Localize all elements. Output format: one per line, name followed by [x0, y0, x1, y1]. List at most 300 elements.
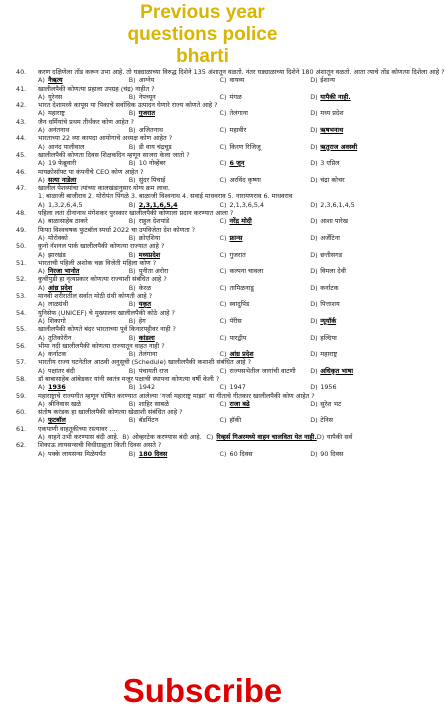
option-letter: D): [310, 159, 318, 168]
option: [129, 383, 220, 391]
question-text: कुचीपुडी हा नृत्यप्रकार कोणत्या राज्याशी संबंधित आहे ?: [38, 275, 167, 284]
answer-option-text: रिव्हर्स गिअरमध्ये वाहन चालविता येत नाही.: [216, 433, 317, 442]
answer-option-text: राजा बढे: [229, 399, 250, 408]
option-text: मोरोक्को: [48, 233, 68, 242]
option-text: श्रीनिवास खळे: [48, 399, 82, 408]
option-text: लाळग्रंथी: [48, 300, 69, 309]
question-number: 43.: [16, 117, 27, 126]
option-text: शिकागो: [48, 316, 66, 325]
option: [129, 450, 220, 458]
question-text: खालील पेशव्यांचा त्यांच्या कालखंडानुसार योग्य क्रम लावा.: [38, 184, 170, 193]
options-row: [38, 76, 401, 84]
option-text: 3 एप्रिल: [320, 159, 340, 168]
option-text: चंद्रा कोचर: [320, 175, 345, 184]
option: [220, 284, 311, 292]
option-letter: A): [38, 399, 45, 408]
option: [220, 201, 311, 209]
option: [129, 267, 220, 275]
option-text: पंचायती राज: [138, 366, 169, 375]
option-letter: C): [219, 233, 227, 242]
question-number: 46.: [16, 167, 27, 176]
question-item: [0, 408, 405, 425]
option-text: 10 नोव्हेंबर: [138, 159, 166, 168]
question-number: 57.: [16, 358, 27, 367]
option-letter: C): [219, 200, 227, 209]
question-number: 42.: [16, 101, 27, 110]
option: [220, 251, 311, 259]
question-number: 52.: [16, 275, 27, 284]
option-text: 1947: [229, 383, 246, 392]
option-letter: B): [128, 159, 136, 168]
option: [38, 143, 129, 151]
option: [310, 416, 401, 424]
option: [220, 267, 311, 275]
question-item: [0, 118, 405, 135]
option: [220, 143, 311, 151]
option: [129, 234, 220, 242]
options-row: [38, 143, 401, 151]
option-letter: C): [219, 217, 227, 226]
title-line-2: questions police: [127, 24, 278, 45]
option-letter: C): [219, 283, 227, 292]
option-text: अरविंद कृष्णा: [229, 175, 261, 184]
option-text: मध्य प्रदेश: [320, 109, 344, 118]
option: [310, 109, 401, 117]
option-letter: A): [38, 267, 45, 276]
option-letter: A): [38, 159, 45, 168]
option-text: 60 दिवस: [229, 449, 253, 458]
option-text: राज्यसभेतील जागांची वाटणी: [229, 366, 296, 375]
option: [38, 350, 129, 358]
question-text: पहिला लता दीनानाथ मंगेशकर पुरस्कार खालीलपैकी कोणाला प्रदान करण्यात आला ?: [38, 209, 234, 218]
option: [310, 217, 401, 225]
option-text: महावीर: [229, 126, 247, 135]
option: [129, 284, 220, 292]
question-number: 45.: [16, 150, 27, 159]
option-text: बाळासाहेब ठाकरे: [48, 217, 88, 226]
option-letter: A): [38, 350, 45, 359]
option-letter: D): [310, 267, 318, 276]
option-text: तेलंगाना: [138, 350, 158, 359]
question-text: भीमा नदी खालीलपैकी कोणत्या राज्यातून वाहत नाही ?: [38, 341, 165, 350]
question-number: 41.: [16, 84, 27, 93]
option-letter: B): [128, 283, 136, 292]
option-text: कल्पना चावला: [229, 267, 264, 276]
option-letter: A): [38, 416, 45, 425]
option: [38, 217, 129, 225]
answer-option-text: नैऋत्य: [48, 76, 63, 85]
option-letter: D): [316, 433, 325, 442]
option-letter: D): [310, 109, 318, 118]
option-text: महाराष्ट्र: [48, 109, 65, 118]
option-letter: D): [310, 76, 318, 85]
option: [310, 317, 401, 325]
question-item: [0, 226, 405, 243]
question-text: डॉ बाबासाहेब आंबेडकर यांनी स्वतंत्र मजूर पक्षाची स्थापना कोणत्या वर्षी केली ?: [38, 374, 220, 383]
option: [38, 93, 129, 101]
option-letter: B): [128, 233, 136, 242]
option-text: ईशान्य: [320, 76, 335, 85]
option: [38, 433, 122, 441]
option-letter: C): [219, 300, 227, 309]
option-letter: C): [219, 350, 227, 359]
option-letter: A): [38, 142, 45, 151]
option-letter: C): [219, 126, 227, 135]
title-line-3: bharti: [176, 46, 229, 67]
option-letter: B): [128, 126, 136, 135]
question-text: 1. बाळाजी बाजीराव 2. मोरोपंत पिंगळे 3. बाळाजी विश्वनाथ 4. सवाई माधवराव 5. नारायणराव 6. माधवराव: [38, 192, 293, 201]
answer-option-text: मध्यप्रदेश: [138, 250, 161, 259]
option-text: अर्जेंटिना: [320, 233, 340, 242]
option: [310, 76, 401, 84]
option: [310, 126, 401, 134]
option-text: 1956: [320, 383, 337, 392]
option: [310, 159, 401, 167]
option-letter: A): [38, 109, 45, 118]
subscribe-banner[interactable]: Subscribe: [122, 672, 283, 709]
question-item: [0, 184, 405, 192]
option: [310, 367, 401, 375]
option-letter: A): [38, 200, 45, 209]
option: [38, 126, 129, 134]
option-text: मंगळ: [229, 92, 242, 101]
option-letter: A): [38, 126, 45, 135]
option-letter: B): [128, 200, 136, 209]
option: [310, 251, 401, 259]
option-letter: B): [128, 267, 136, 276]
option-letter: D): [310, 126, 318, 135]
question-text: कुनो नॅशनल पार्क खालीलपैकी कोणत्या राज्यात आहे ?: [38, 242, 165, 251]
option: [38, 383, 129, 391]
question-item: [0, 441, 405, 458]
question-item: [0, 134, 405, 151]
option-text: सुंदर पिचाई: [138, 175, 166, 184]
option: [38, 284, 129, 292]
question-item: [0, 358, 405, 375]
option-letter: B): [128, 109, 136, 118]
question-text: करण दक्षिणेला तोंड करून उभा आहे. तो घड्याळाच्या विरुद्ध दिशेने 135 अंशातून वळतो. नंतर घड्याळाच्या दिशेने 180 अंशातून वळतो. आता त्याचे तोंड कोणत्या दिशेला आहे ?: [38, 68, 445, 76]
option-letter: D): [310, 233, 318, 242]
answer-option-text: ऋषभनाथ: [320, 126, 344, 135]
option-letter: B): [128, 300, 136, 309]
question-number: 48.: [16, 209, 27, 218]
option-letter: A): [38, 92, 45, 101]
option-letter: B): [128, 350, 136, 359]
options-row: [38, 93, 401, 101]
option: [220, 334, 311, 342]
answer-option-text: फ्रान्स: [229, 233, 243, 242]
answer-option-text: फुटबॉल: [48, 416, 66, 425]
option-text: केरळ: [138, 283, 152, 292]
option: [220, 234, 311, 242]
question-item: [0, 168, 405, 185]
option: [310, 93, 401, 101]
option-letter: A): [38, 175, 45, 184]
option-text: कर्नाटक: [48, 350, 67, 359]
question-item: [0, 192, 405, 209]
answer-option-text: 180 दिवस: [138, 449, 168, 458]
option: [38, 367, 129, 375]
option: [38, 109, 129, 117]
option-letter: A): [38, 433, 45, 442]
option-text: यापैकी सर्व: [326, 433, 353, 442]
question-item: [0, 392, 405, 409]
option-text: तुतिकोरीन: [48, 333, 72, 342]
option-text: डी वाय चंद्रचूड: [138, 142, 172, 151]
options-row: [38, 433, 401, 441]
option-letter: C): [206, 433, 214, 442]
options-row: [38, 251, 401, 259]
option-text: हॉकी: [229, 416, 242, 425]
option-letter: B): [128, 92, 136, 101]
option-text: 2,3,6,1,4,5: [320, 200, 355, 209]
option: [310, 350, 401, 358]
options-row: [38, 334, 401, 342]
option: [220, 416, 311, 424]
option: [310, 176, 401, 184]
option: [129, 159, 220, 167]
option: [38, 201, 129, 209]
option: [122, 433, 206, 441]
options-row: [38, 109, 401, 117]
option-letter: A): [38, 233, 45, 242]
question-number: 40.: [16, 68, 27, 76]
options-row: [38, 367, 401, 375]
option-text: छत्तीसगड: [320, 250, 343, 259]
options-row: [38, 176, 401, 184]
option: [206, 433, 316, 441]
option-text: 19 फेब्रुवारी: [48, 159, 77, 168]
option-letter: D): [310, 92, 318, 101]
options-row: [38, 383, 401, 391]
option-text: आग्नेय: [138, 76, 155, 85]
option: [220, 317, 311, 325]
answer-option-text: यकृत: [138, 300, 152, 309]
question-number: 56.: [16, 341, 27, 350]
question-text: एकपाणी वाहतूकीच्या रस्त्यावर ....: [38, 424, 118, 433]
option: [129, 251, 220, 259]
question-number: 50.: [16, 242, 27, 251]
option-text: 1,3,2,6,4,5: [48, 200, 83, 209]
option-text: वाहने उभी करण्यास बंदी आहे.: [48, 433, 119, 442]
question-text: संतोष करंडक हा खालीलपैकी कोणत्या खेळाशी संबंधित आहे ?: [38, 408, 183, 417]
question-text: भारतीय राज्य घटनेतील आठवी अनुसूची (Schedule) खालीलपैकी कशाशी संबंधित आहे ?: [38, 358, 251, 367]
option-letter: D): [310, 175, 318, 184]
options-row: [38, 450, 401, 458]
option-letter: B): [128, 316, 136, 325]
option: [220, 93, 311, 101]
option-letter: B): [128, 383, 136, 392]
answer-option-text: ऋतुराज अवस्थी: [320, 142, 358, 151]
answer-option-text: सत्या नाडेला: [48, 175, 77, 184]
option-text: तामिळनाडू: [229, 283, 254, 292]
answer-option-text: आंध्र प्रदेश: [48, 283, 73, 292]
question-number: 44.: [16, 134, 27, 143]
option: [310, 234, 401, 242]
option-text: विमला देवी: [320, 267, 346, 276]
option: [220, 350, 311, 358]
options-row: [38, 400, 401, 408]
answer-option-text: 1936: [48, 383, 66, 392]
option: [317, 433, 401, 441]
options-row: [38, 234, 401, 242]
options-row: [38, 267, 401, 275]
option-text: आशा पारेख: [320, 217, 348, 226]
options-row: [38, 317, 401, 325]
question-item: [0, 85, 405, 102]
question-item: [0, 242, 405, 259]
option-letter: C): [219, 366, 227, 375]
option: [129, 109, 220, 117]
option: [220, 367, 311, 375]
option: [129, 334, 220, 342]
option-text: ओव्हरटेक करण्यास बंदी आहे.: [132, 433, 202, 442]
option-letter: D): [310, 283, 318, 292]
option-letter: B): [128, 366, 136, 375]
option-letter: C): [219, 175, 227, 184]
option: [129, 76, 220, 84]
option: [129, 176, 220, 184]
option: [38, 450, 129, 458]
option-letter: D): [310, 449, 318, 458]
option-letter: D): [310, 333, 318, 342]
question-number: 49.: [16, 225, 27, 234]
answer-option-text: नरेंद्र मोदी: [229, 217, 252, 226]
option-text: क्रोएशिया: [138, 233, 161, 242]
option: [38, 251, 129, 259]
option: [129, 201, 220, 209]
option-letter: D): [310, 316, 318, 325]
question-text: जैन धर्मियांचे प्रथम तीर्थंकर कोण आहेत ?: [38, 117, 134, 126]
question-item: [0, 342, 405, 359]
option-letter: B): [128, 399, 136, 408]
option: [129, 300, 220, 308]
option-letter: D): [310, 399, 318, 408]
option-text: सुरेश भट: [320, 399, 342, 408]
answer-option-text: यापैकी नाही.: [320, 92, 351, 101]
option: [310, 284, 401, 292]
question-text: मानवी शरीरातील सर्वात मोठी ग्रंथी कोणती आहे ?: [38, 292, 153, 301]
question-number: 59.: [16, 391, 27, 400]
option-letter: D): [310, 250, 318, 259]
option-text: बॅडमिंटन: [138, 416, 159, 425]
option-text: पुनीता अरोरा: [138, 267, 169, 276]
option: [129, 317, 220, 325]
question-number: 58.: [16, 374, 27, 383]
question-item: [0, 309, 405, 326]
option: [220, 217, 311, 225]
option: [310, 300, 401, 308]
option: [310, 383, 401, 391]
option-text: अनंतनाथ: [48, 126, 70, 135]
option-letter: B): [128, 333, 136, 342]
option: [129, 350, 220, 358]
options-row: [38, 416, 401, 424]
option-text: पक्षांतर बंदी: [48, 366, 75, 375]
option-text: 90 दिवस: [320, 449, 344, 458]
options-row: [38, 350, 401, 358]
question-item: [0, 259, 405, 276]
option: [38, 176, 129, 184]
option-letter: A): [38, 300, 45, 309]
question-number: 53.: [16, 292, 27, 301]
title-line-1: Previous year: [140, 2, 265, 23]
option: [310, 201, 401, 209]
option-letter: D): [310, 366, 318, 375]
option-text: आनंद पालीवाल: [48, 142, 85, 151]
option-letter: B): [122, 433, 130, 442]
answer-option-text: कांडला: [138, 333, 155, 342]
option: [38, 400, 129, 408]
question-item: [0, 425, 405, 442]
option: [220, 300, 311, 308]
option: [38, 317, 129, 325]
option-text: पित्ताशय: [320, 300, 340, 309]
option-text: टेनिस: [320, 416, 333, 425]
option-letter: C): [219, 383, 227, 392]
question-number: 54.: [16, 308, 27, 317]
option-text: 2,1,3,6,5,4: [229, 200, 265, 209]
option-letter: C): [219, 76, 227, 85]
option: [220, 109, 311, 117]
option-text: किरण रिजिजू: [229, 142, 261, 151]
option: [129, 367, 220, 375]
option: [220, 450, 311, 458]
option-letter: A): [38, 316, 45, 325]
question-number: 51.: [16, 258, 27, 267]
option-letter: D): [310, 350, 318, 359]
option-letter: D): [310, 416, 318, 425]
option-letter: C): [219, 449, 227, 458]
option-letter: D): [310, 200, 318, 209]
option-text: वायव्य: [229, 76, 245, 85]
option-letter: D): [310, 383, 318, 392]
question-list: [0, 68, 445, 628]
question-text: खालीलपैकी कोणते बंदर भारताच्या पूर्व किनारपट्टीवर नाही ?: [38, 325, 176, 334]
question-text: फिफा विश्वचषक फुटबॉल स्पर्धा 2022 चा उपविजेता देश कोणता ?: [38, 225, 196, 234]
option-letter: A): [38, 383, 45, 392]
question-text: शिकाऊ लायसन्सची विधीग्राह्यता किती दिवस असते ?: [38, 441, 162, 450]
option-text: युरेनस: [48, 92, 63, 101]
option: [38, 159, 129, 167]
option-text: स्वादुपिंड: [229, 300, 250, 309]
option-text: पक्के लायसन्स मिळेपर्यंत: [48, 449, 106, 458]
option-letter: A): [38, 250, 45, 259]
options-row: [38, 284, 401, 292]
option-letter: C): [219, 416, 227, 425]
option: [220, 76, 311, 84]
option-letter: C): [219, 267, 227, 276]
option-letter: D): [310, 217, 318, 226]
options-row: [38, 217, 401, 225]
answer-option-text: 2,3,1,6,5,4: [138, 200, 178, 209]
option-letter: B): [128, 142, 136, 151]
option: [129, 217, 220, 225]
option-letter: B): [128, 416, 136, 425]
option-text: अजितनाथ: [138, 126, 163, 135]
answer-option-text: गुजरात: [138, 109, 156, 118]
option-letter: D): [310, 300, 318, 309]
option-letter: C): [219, 109, 227, 118]
option-text: पॅरीस: [229, 316, 242, 325]
option-text: तेलंगाना: [229, 109, 248, 118]
answer-option-text: न्यूयॉर्क: [320, 316, 337, 325]
option-text: राहुल देशपांडे: [138, 217, 170, 226]
option: [310, 450, 401, 458]
option-letter: A): [38, 76, 45, 85]
question-text: मायक्रोसॉफ्ट या कंपनीचे CEO कोण आहेत ?: [38, 167, 144, 176]
option-text: हल्दिया: [320, 333, 337, 342]
